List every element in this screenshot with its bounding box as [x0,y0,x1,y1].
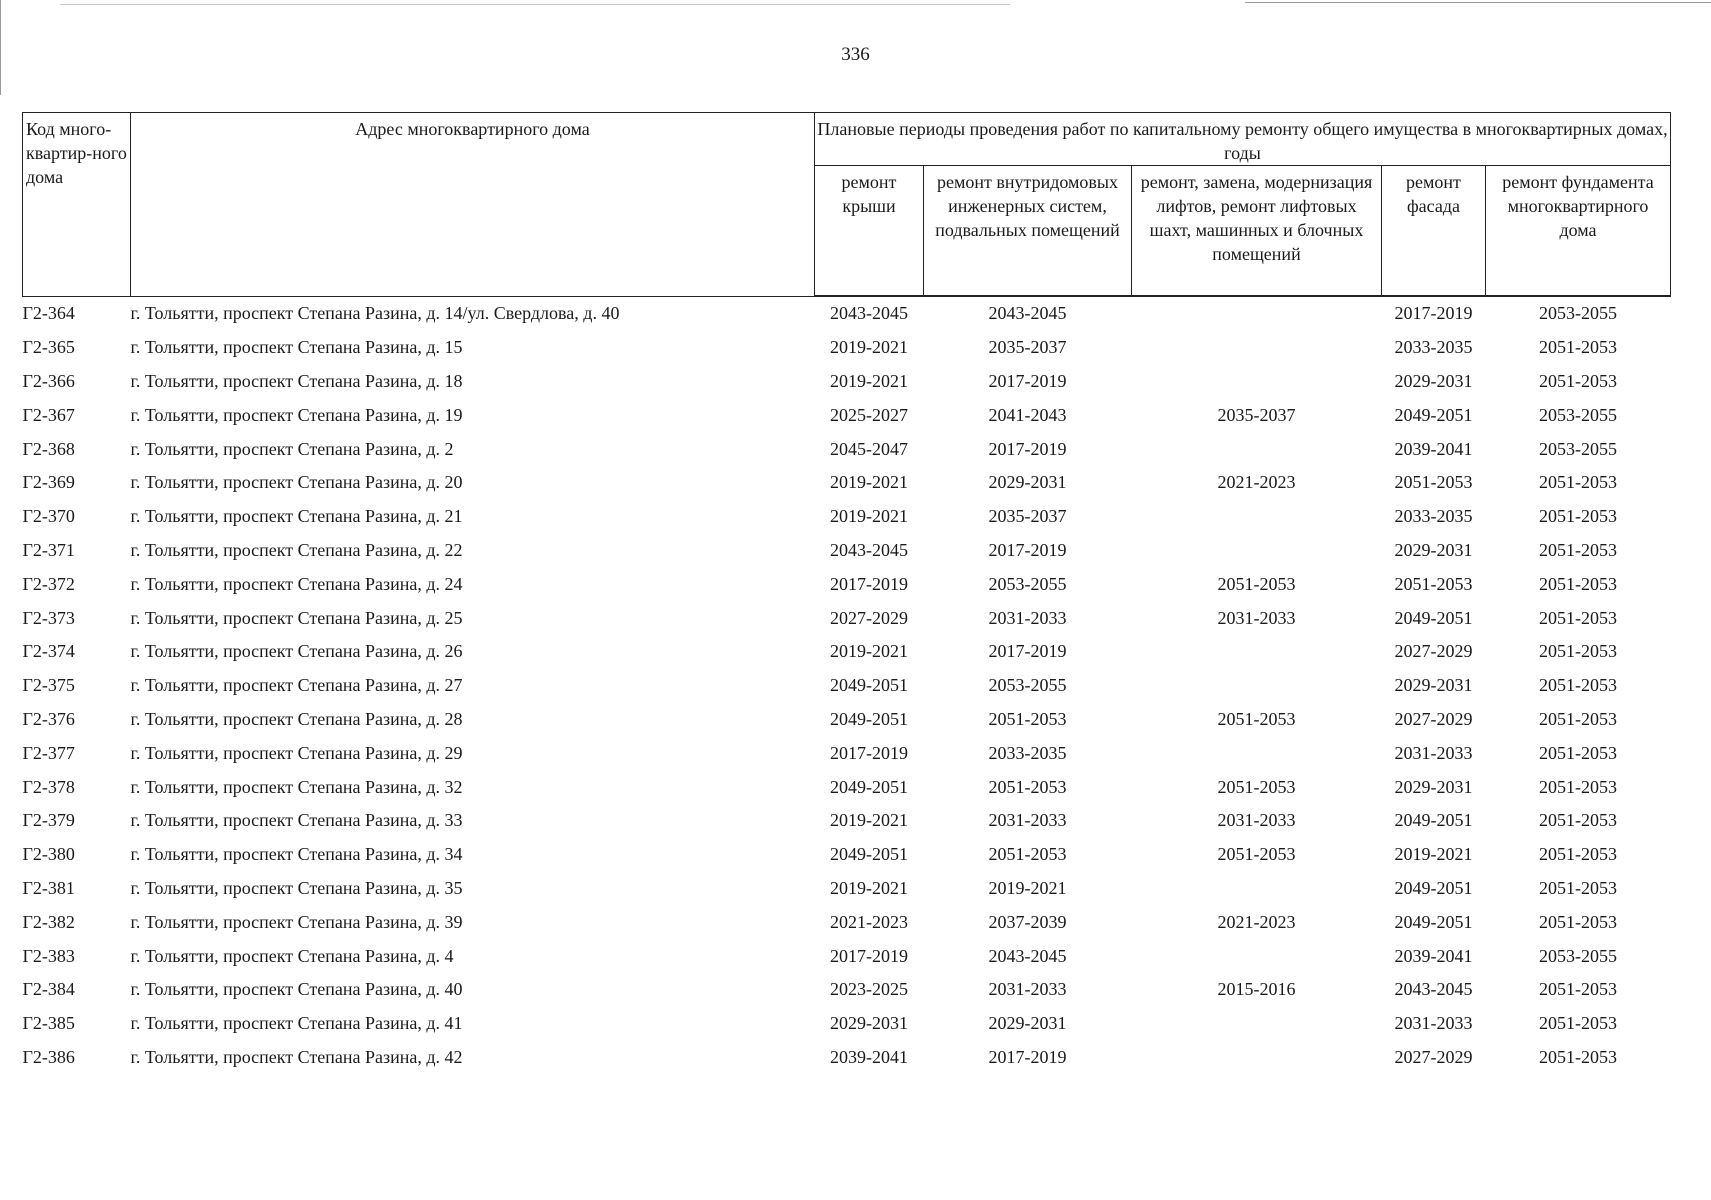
cell-foundation: 2051-2053 [1539,1046,1617,1067]
cell-lifts [1132,635,1382,669]
cell-code: Г2-379 [22,810,75,831]
cell-code: Г2-366 [22,370,75,391]
table-body [23,296,1671,1074]
table-row [23,296,1671,331]
table-row [23,703,1671,737]
cell-roof: 2039-2041 [830,1046,908,1067]
table-row [23,973,1671,1007]
cell-foundation: 2053-2055 [1539,438,1617,459]
cell-facade: 2017-2019 [1394,303,1473,324]
table-row [23,466,1671,500]
cell-foundation: 2051-2053 [1539,472,1617,493]
cell-lifts [1132,331,1382,365]
header-periods-group: Плановые периоды проведения работ по капитальному ремонту общего имущества в многоквартирных домах, годы [815,113,1671,166]
cell-lifts [1132,1007,1382,1041]
cell-roof: 2017-2019 [830,742,908,763]
cell-facade: 2049-2051 [1394,810,1473,831]
cell-code: Г2-373 [22,607,75,628]
table-row [23,905,1671,939]
cell-engineering: 2031-2033 [988,607,1067,628]
cell-code: Г2-369 [22,472,75,493]
cell-code: Г2-385 [22,1013,75,1034]
cell-code: Г2-382 [22,911,75,932]
table-row [23,331,1671,365]
cell-roof: 2043-2045 [830,539,908,560]
cell-address: г. Тольятти, проспект Степана Разина, д. 14/ул. Свердлова, д. 40 [130,303,620,324]
header-facade: ремонт фасада [1382,166,1486,297]
cell-foundation: 2051-2053 [1539,776,1617,797]
cell-roof: 2043-2045 [830,303,908,324]
cell-roof: 2049-2051 [830,708,908,729]
table-header [23,113,1671,297]
cell-roof: 2019-2021 [830,810,908,831]
cell-engineering: 2031-2033 [988,979,1067,1000]
cell-lifts [1132,736,1382,770]
cell-engineering: 2043-2045 [988,303,1067,324]
cell-engineering: 2017-2019 [988,438,1067,459]
header-engineering: ремонт внутридомовых инженерных систем, подвальных помещений [924,166,1132,297]
page-number: 336 [841,44,870,65]
cell-code: Г2-380 [22,844,75,865]
cell-facade: 2033-2035 [1394,337,1473,358]
cell-address: г. Тольятти, проспект Степана Разина, д. 34 [130,844,463,865]
table-row [23,669,1671,703]
cell-foundation: 2051-2053 [1539,844,1617,865]
cell-engineering: 2017-2019 [988,539,1067,560]
cell-address: г. Тольятти, проспект Степана Разина, д. 27 [130,675,463,696]
cell-engineering: 2029-2031 [988,472,1067,493]
cell-facade: 2031-2033 [1394,742,1473,763]
cell-foundation: 2051-2053 [1539,877,1617,898]
cell-address: г. Тольятти, проспект Степана Разина, д. 32 [130,776,463,797]
cell-engineering: 2035-2037 [988,337,1067,358]
cell-facade: 2039-2041 [1394,438,1473,459]
cell-address: г. Тольятти, проспект Степана Разина, д. 4 [130,945,454,966]
table-row [23,365,1671,399]
cell-lifts [1132,1041,1382,1075]
cell-lifts [1132,534,1382,568]
cell-address: г. Тольятти, проспект Степана Разина, д. 41 [130,1013,463,1034]
cell-facade: 2049-2051 [1394,877,1473,898]
cell-roof: 2017-2019 [830,945,908,966]
table-row [23,398,1671,432]
cell-engineering: 2029-2031 [988,1013,1067,1034]
cell-engineering: 2053-2055 [988,675,1067,696]
cell-facade: 2029-2031 [1394,539,1473,560]
cell-foundation: 2051-2053 [1539,675,1617,696]
cell-foundation: 2053-2055 [1539,945,1617,966]
cell-address: г. Тольятти, проспект Степана Разина, д. 24 [130,573,463,594]
cell-engineering: 2037-2039 [988,911,1067,932]
table-row [23,1007,1671,1041]
cell-foundation: 2051-2053 [1539,506,1617,527]
table-row [23,736,1671,770]
cell-code: Г2-381 [22,877,75,898]
cell-foundation: 2051-2053 [1539,979,1617,1000]
cell-lifts [1132,939,1382,973]
cell-lifts [1132,669,1382,703]
cell-lifts [1132,500,1382,534]
cell-code: Г2-367 [22,404,75,425]
scan-top-rule-right [1245,2,1711,3]
repair-schedule-table [22,112,1671,1074]
cell-address: г. Тольятти, проспект Степана Разина, д. 28 [130,708,463,729]
cell-code: Г2-377 [22,742,75,763]
cell-address: г. Тольятти, проспект Степана Разина, д. 18 [130,370,463,391]
cell-address: г. Тольятти, проспект Степана Разина, д. 40 [130,979,463,1000]
cell-roof: 2019-2021 [830,641,908,662]
cell-foundation: 2051-2053 [1539,607,1617,628]
cell-roof: 2049-2051 [830,776,908,797]
cell-engineering: 2017-2019 [988,641,1067,662]
cell-facade: 2049-2051 [1394,404,1473,425]
cell-roof: 2021-2023 [830,911,908,932]
cell-code: Г2-365 [22,337,75,358]
cell-foundation: 2051-2053 [1539,370,1617,391]
cell-lifts: 2031-2033 [1217,607,1296,628]
cell-engineering: 2051-2053 [988,776,1067,797]
cell-address: г. Тольятти, проспект Степана Разина, д. 22 [130,539,463,560]
cell-address: г. Тольятти, проспект Степана Разина, д. 21 [130,506,463,527]
cell-roof: 2045-2047 [830,438,908,459]
cell-address: г. Тольятти, проспект Степана Разина, д. 39 [130,911,463,932]
table-row [23,939,1671,973]
cell-facade: 2029-2031 [1394,776,1473,797]
cell-roof: 2027-2029 [830,607,908,628]
cell-code: Г2-372 [22,573,75,594]
cell-code: Г2-386 [22,1046,75,1067]
table-row [23,872,1671,906]
cell-lifts: 2051-2053 [1217,776,1296,797]
cell-code: Г2-378 [22,776,75,797]
cell-lifts: 2051-2053 [1217,844,1296,865]
cell-facade: 2027-2029 [1394,641,1473,662]
cell-foundation: 2051-2053 [1539,742,1617,763]
cell-code: Г2-370 [22,506,75,527]
table-row [23,635,1671,669]
cell-roof: 2023-2025 [830,979,908,1000]
cell-foundation: 2051-2053 [1539,337,1617,358]
cell-foundation: 2051-2053 [1539,911,1617,932]
cell-lifts [1132,432,1382,466]
cell-code: Г2-374 [22,641,75,662]
table-row [23,1041,1671,1075]
cell-roof: 2017-2019 [830,573,908,594]
cell-foundation: 2053-2055 [1539,404,1617,425]
cell-engineering: 2017-2019 [988,370,1067,391]
cell-address: г. Тольятти, проспект Степана Разина, д. 33 [130,810,463,831]
cell-code: Г2-384 [22,979,75,1000]
cell-facade: 2049-2051 [1394,911,1473,932]
table-row [23,567,1671,601]
cell-lifts: 2021-2023 [1217,911,1296,932]
table-row [23,838,1671,872]
cell-facade: 2027-2029 [1394,1046,1473,1067]
cell-facade: 2019-2021 [1394,844,1473,865]
header-code: Код много-квартир-ного дома [23,113,131,297]
cell-engineering: 2017-2019 [988,1046,1067,1067]
cell-roof: 2029-2031 [830,1013,908,1034]
cell-facade: 2031-2033 [1394,1013,1473,1034]
cell-code: Г2-364 [22,303,75,324]
cell-engineering: 2031-2033 [988,810,1067,831]
cell-foundation: 2051-2053 [1539,708,1617,729]
table-row [23,770,1671,804]
table-row [23,804,1671,838]
cell-lifts: 2031-2033 [1217,810,1296,831]
cell-engineering: 2051-2053 [988,844,1067,865]
cell-facade: 2051-2053 [1394,472,1473,493]
cell-engineering: 2035-2037 [988,506,1067,527]
table-row [23,500,1671,534]
cell-foundation: 2051-2053 [1539,810,1617,831]
cell-engineering: 2019-2021 [988,877,1067,898]
cell-roof: 2019-2021 [830,472,908,493]
table-row [23,601,1671,635]
cell-engineering: 2053-2055 [988,573,1067,594]
cell-lifts: 2051-2053 [1217,573,1296,594]
cell-facade: 2049-2051 [1394,607,1473,628]
cell-roof: 2019-2021 [830,337,908,358]
header-address: Адрес многоквартирного дома [131,113,815,297]
cell-facade: 2043-2045 [1394,979,1473,1000]
cell-roof: 2019-2021 [830,877,908,898]
cell-address: г. Тольятти, проспект Степана Разина, д. 15 [130,337,463,358]
cell-facade: 2029-2031 [1394,370,1473,391]
cell-address: г. Тольятти, проспект Степана Разина, д. 42 [130,1046,463,1067]
cell-lifts: 2051-2053 [1217,708,1296,729]
cell-facade: 2051-2053 [1394,573,1473,594]
cell-engineering: 2041-2043 [988,404,1067,425]
cell-lifts [1132,365,1382,399]
cell-facade: 2029-2031 [1394,675,1473,696]
cell-foundation: 2053-2055 [1539,303,1617,324]
cell-roof: 2049-2051 [830,844,908,865]
cell-foundation: 2051-2053 [1539,1013,1617,1034]
cell-lifts: 2015-2016 [1217,979,1296,1000]
cell-facade: 2039-2041 [1394,945,1473,966]
cell-address: г. Тольятти, проспект Степана Разина, д. 19 [130,404,463,425]
cell-code: Г2-376 [22,708,75,729]
table-row [23,534,1671,568]
cell-roof: 2019-2021 [830,506,908,527]
cell-engineering: 2043-2045 [988,945,1067,966]
cell-lifts: 2035-2037 [1217,404,1296,425]
cell-foundation: 2051-2053 [1539,539,1617,560]
cell-code: Г2-375 [22,675,75,696]
cell-address: г. Тольятти, проспект Степана Разина, д. 20 [130,472,463,493]
cell-address: г. Тольятти, проспект Степана Разина, д. 35 [130,877,463,898]
cell-address: г. Тольятти, проспект Степана Разина, д. 26 [130,641,463,662]
cell-facade: 2027-2029 [1394,708,1473,729]
cell-engineering: 2033-2035 [988,742,1067,763]
table-row [23,432,1671,466]
cell-lifts [1132,872,1382,906]
cell-roof: 2049-2051 [830,675,908,696]
cell-roof: 2025-2027 [830,404,908,425]
cell-address: г. Тольятти, проспект Степана Разина, д. 29 [130,742,463,763]
header-foundation: ремонт фундамента многоквартирного дома [1486,166,1671,297]
cell-roof: 2019-2021 [830,370,908,391]
cell-foundation: 2051-2053 [1539,573,1617,594]
cell-foundation: 2051-2053 [1539,641,1617,662]
header-roof: ремонт крыши [815,166,924,297]
cell-code: Г2-383 [22,945,75,966]
header-lifts: ремонт, замена, модернизация лифтов, ремонт лифтовых шахт, машинных и блочных помещений [1132,166,1382,297]
scan-top-rule [60,4,1010,5]
cell-engineering: 2051-2053 [988,708,1067,729]
cell-facade: 2033-2035 [1394,506,1473,527]
cell-code: Г2-371 [22,539,75,560]
cell-lifts: 2021-2023 [1217,472,1296,493]
cell-code: Г2-368 [22,438,75,459]
cell-address: г. Тольятти, проспект Степана Разина, д. 25 [130,607,463,628]
cell-lifts [1132,296,1382,331]
cell-address: г. Тольятти, проспект Степана Разина, д. 2 [130,438,454,459]
